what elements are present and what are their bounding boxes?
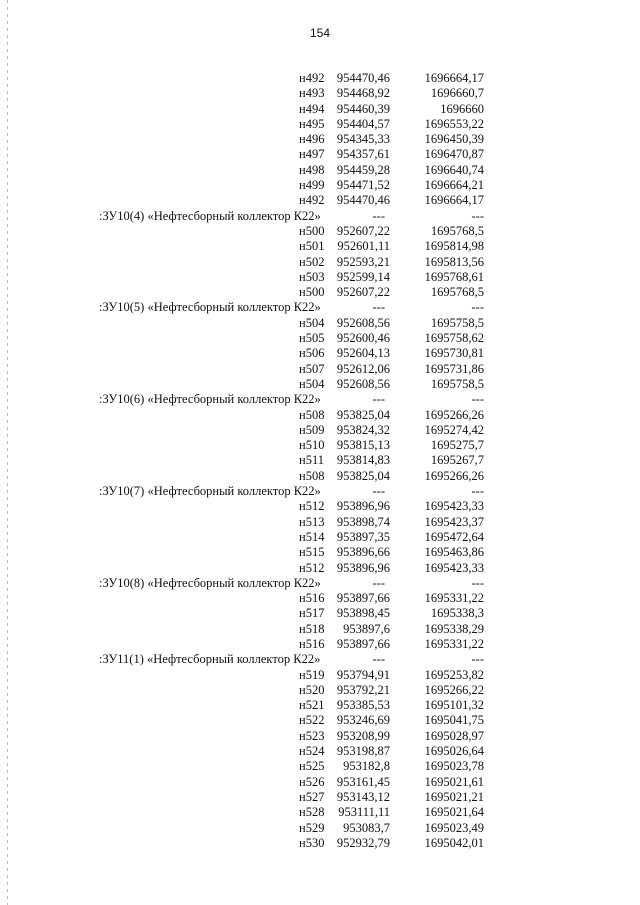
dash-y: --- bbox=[471, 300, 484, 315]
parcel-label: :ЗУ10(4) «Нефтесборный коллектор К22» bbox=[99, 208, 321, 223]
table-row bbox=[96, 270, 496, 285]
coord-x: 953897,6 bbox=[343, 621, 390, 636]
table-row bbox=[96, 362, 496, 377]
point-id: н522 bbox=[299, 713, 325, 728]
dash-y: --- bbox=[471, 652, 484, 667]
point-id: н504 bbox=[299, 376, 325, 391]
point-id: н497 bbox=[299, 147, 325, 162]
point-id: н516 bbox=[299, 636, 325, 651]
coord-x: 954459,28 bbox=[336, 162, 390, 177]
table-row bbox=[96, 469, 496, 484]
coord-y: 1696664,17 bbox=[424, 71, 484, 85]
table-row bbox=[96, 377, 496, 392]
coord-x: 953143,12 bbox=[336, 789, 390, 804]
table-row bbox=[96, 637, 496, 652]
point-id: н492 bbox=[299, 71, 325, 85]
point-id: н518 bbox=[299, 621, 325, 636]
point-id: н520 bbox=[299, 682, 325, 697]
coord-x: 953898,74 bbox=[336, 514, 390, 529]
section-header-row bbox=[96, 652, 496, 667]
table-row bbox=[96, 255, 496, 270]
coord-y: 1696640,74 bbox=[424, 162, 484, 177]
table-row bbox=[96, 530, 496, 545]
table-row bbox=[96, 71, 496, 86]
dash-y: --- bbox=[471, 392, 484, 407]
coord-y: 1695730,81 bbox=[424, 346, 484, 361]
section-header-row bbox=[96, 392, 496, 407]
point-id: н527 bbox=[299, 789, 325, 804]
dash-x: --- bbox=[372, 652, 385, 667]
coord-y: 1695758,5 bbox=[430, 315, 484, 330]
table-row bbox=[96, 163, 496, 178]
coord-y: 1695041,75 bbox=[424, 713, 484, 728]
coord-y: 1695423,33 bbox=[424, 499, 484, 514]
table-row bbox=[96, 713, 496, 728]
table-row bbox=[96, 622, 496, 637]
coord-y: 1696470,87 bbox=[424, 147, 484, 162]
table-row bbox=[96, 729, 496, 744]
parcel-label: :ЗУ10(8) «Нефтесборный коллектор К22» bbox=[99, 575, 321, 590]
table-row bbox=[96, 561, 496, 576]
coord-y: 1695758,5 bbox=[430, 376, 484, 391]
coord-x: 953825,04 bbox=[336, 407, 390, 422]
coord-x: 953208,99 bbox=[336, 728, 390, 743]
table-row bbox=[96, 438, 496, 453]
coord-x: 953896,96 bbox=[336, 560, 390, 575]
table-row bbox=[96, 515, 496, 530]
coord-x: 953111,11 bbox=[338, 805, 390, 820]
coord-y: 1695472,64 bbox=[424, 529, 484, 544]
point-id: н505 bbox=[299, 331, 325, 346]
point-id: н514 bbox=[299, 529, 325, 544]
coord-y: 1695266,26 bbox=[424, 468, 484, 483]
point-id: н500 bbox=[299, 223, 325, 238]
table-row bbox=[96, 117, 496, 132]
coord-x: 953898,45 bbox=[336, 606, 390, 621]
coord-y: 1695768,61 bbox=[424, 269, 484, 284]
point-id: н530 bbox=[299, 835, 325, 850]
table-row bbox=[96, 86, 496, 101]
coord-y: 1696660,7 bbox=[430, 86, 484, 101]
coord-y: 1695768,5 bbox=[430, 285, 484, 300]
coord-y: 1695266,26 bbox=[424, 407, 484, 422]
point-id: н496 bbox=[299, 132, 325, 147]
table-row bbox=[96, 102, 496, 117]
coord-y: 1695026,64 bbox=[424, 744, 484, 759]
point-id: н515 bbox=[299, 545, 325, 560]
table-row bbox=[96, 698, 496, 713]
table-row bbox=[96, 346, 496, 361]
coord-x: 952608,56 bbox=[336, 376, 390, 391]
coord-y: 1695331,22 bbox=[424, 636, 484, 651]
point-id: н529 bbox=[299, 820, 325, 835]
point-id: н493 bbox=[299, 86, 325, 101]
table-row bbox=[96, 668, 496, 683]
coord-x: 952612,06 bbox=[336, 361, 390, 376]
point-id: н507 bbox=[299, 361, 325, 376]
scan-edge-line bbox=[7, 0, 8, 905]
point-id: н504 bbox=[299, 315, 325, 330]
point-id: н492 bbox=[299, 193, 325, 208]
section-header-row bbox=[96, 484, 496, 499]
coord-x: 954357,61 bbox=[336, 147, 390, 162]
parcel-label: :ЗУ10(5) «Нефтесборный коллектор К22» bbox=[99, 300, 321, 315]
coord-x: 953824,32 bbox=[336, 422, 390, 437]
point-id: н508 bbox=[299, 407, 325, 422]
point-id: н508 bbox=[299, 468, 325, 483]
table-row bbox=[96, 821, 496, 836]
table-row bbox=[96, 744, 496, 759]
coord-y: 1695463,86 bbox=[424, 545, 484, 560]
coord-x: 953246,69 bbox=[336, 713, 390, 728]
coord-x: 953794,91 bbox=[336, 667, 390, 682]
section-header-row bbox=[96, 576, 496, 591]
table-row bbox=[96, 453, 496, 468]
coord-y: 1695021,61 bbox=[424, 774, 484, 789]
table-row bbox=[96, 759, 496, 774]
coord-y: 1695021,64 bbox=[424, 805, 484, 820]
coord-y: 1695042,01 bbox=[424, 835, 484, 850]
point-id: н494 bbox=[299, 101, 325, 116]
coord-x: 953896,66 bbox=[336, 545, 390, 560]
coord-y: 1695338,3 bbox=[430, 606, 484, 621]
coord-y: 1695813,56 bbox=[424, 254, 484, 269]
coord-y: 1695338,29 bbox=[424, 621, 484, 636]
dash-y: --- bbox=[471, 484, 484, 499]
coord-x: 954471,52 bbox=[336, 178, 390, 193]
point-id: н502 bbox=[299, 254, 325, 269]
coord-x: 954345,33 bbox=[336, 132, 390, 147]
point-id: н523 bbox=[299, 728, 325, 743]
point-id: н511 bbox=[299, 453, 324, 468]
coord-y: 1695101,32 bbox=[424, 698, 484, 713]
coord-x: 953896,96 bbox=[336, 499, 390, 514]
point-id: н510 bbox=[299, 438, 325, 453]
dash-x: --- bbox=[372, 300, 385, 315]
table-row bbox=[96, 499, 496, 514]
coord-y: 1695814,98 bbox=[424, 239, 484, 254]
dash-x: --- bbox=[372, 208, 385, 223]
table-row bbox=[96, 147, 496, 162]
coord-y: 1695028,97 bbox=[424, 728, 484, 743]
table-row bbox=[96, 285, 496, 300]
coord-y: 1695275,7 bbox=[430, 438, 484, 453]
coord-y: 1695731,86 bbox=[424, 361, 484, 376]
coord-y: 1696664,17 bbox=[424, 193, 484, 208]
coord-x: 953385,53 bbox=[336, 698, 390, 713]
point-id: н516 bbox=[299, 591, 325, 606]
table-row bbox=[96, 316, 496, 331]
section-header-row bbox=[96, 209, 496, 224]
table-row bbox=[96, 805, 496, 820]
coord-x: 954470,46 bbox=[336, 193, 390, 208]
point-id: н526 bbox=[299, 774, 325, 789]
coord-y: 1695266,22 bbox=[424, 682, 484, 697]
dash-x: --- bbox=[372, 392, 385, 407]
point-id: н512 bbox=[299, 560, 325, 575]
coord-x: 953792,21 bbox=[336, 682, 390, 697]
dash-x: --- bbox=[372, 575, 385, 590]
coord-x: 953182,8 bbox=[343, 759, 390, 774]
point-id: н513 bbox=[299, 514, 325, 529]
point-id: н495 bbox=[299, 116, 325, 131]
coord-x: 954468,92 bbox=[336, 86, 390, 101]
parcel-label: :ЗУ10(7) «Нефтесборный коллектор К22» bbox=[99, 484, 321, 499]
point-id: н517 bbox=[299, 606, 325, 621]
coord-y: 1695021,21 bbox=[424, 789, 484, 804]
coord-x: 953814,83 bbox=[336, 453, 390, 468]
coord-x: 953083,7 bbox=[343, 820, 390, 835]
coord-y: 1696553,22 bbox=[424, 116, 484, 131]
coordinates-table bbox=[96, 71, 496, 851]
dash-y: --- bbox=[471, 208, 484, 223]
coord-x: 952607,22 bbox=[336, 223, 390, 238]
coord-x: 952607,22 bbox=[336, 285, 390, 300]
coord-x: 953897,66 bbox=[336, 591, 390, 606]
table-row bbox=[96, 193, 496, 208]
coord-x: 952604,13 bbox=[336, 346, 390, 361]
coord-y: 1696660 bbox=[440, 101, 484, 116]
coord-y: 1695253,82 bbox=[424, 667, 484, 682]
coord-x: 954470,46 bbox=[336, 71, 390, 85]
coord-x: 953815,13 bbox=[336, 438, 390, 453]
coord-x: 952608,56 bbox=[336, 315, 390, 330]
coord-y: 1695331,22 bbox=[424, 591, 484, 606]
point-id: н519 bbox=[299, 667, 325, 682]
table-row bbox=[96, 775, 496, 790]
table-row bbox=[96, 683, 496, 698]
table-row bbox=[96, 423, 496, 438]
table-row bbox=[96, 178, 496, 193]
parcel-label: :ЗУ11(1) «Нефтесборный коллектор К22» bbox=[99, 652, 321, 667]
point-id: н498 bbox=[299, 162, 325, 177]
coord-x: 952600,46 bbox=[336, 331, 390, 346]
coord-x: 952593,21 bbox=[336, 254, 390, 269]
point-id: н524 bbox=[299, 744, 325, 759]
coord-x: 952932,79 bbox=[336, 835, 390, 850]
coord-y: 1695023,78 bbox=[424, 759, 484, 774]
coord-y: 1695023,49 bbox=[424, 820, 484, 835]
coord-y: 1695267,7 bbox=[430, 453, 484, 468]
coord-y: 1695423,37 bbox=[424, 514, 484, 529]
table-row bbox=[96, 132, 496, 147]
coord-x: 954460,39 bbox=[336, 101, 390, 116]
table-row bbox=[96, 836, 496, 851]
section-header-row bbox=[96, 300, 496, 315]
table-row bbox=[96, 790, 496, 805]
coord-y: 1695768,5 bbox=[430, 223, 484, 238]
coord-y: 1695423,33 bbox=[424, 560, 484, 575]
table-row bbox=[96, 591, 496, 606]
point-id: н506 bbox=[299, 346, 325, 361]
point-id: н501 bbox=[299, 239, 325, 254]
coord-x: 952599,14 bbox=[336, 269, 390, 284]
point-id: н528 bbox=[299, 805, 325, 820]
coord-x: 954404,57 bbox=[336, 116, 390, 131]
table-row bbox=[96, 239, 496, 254]
point-id: н525 bbox=[299, 759, 325, 774]
dash-y: --- bbox=[471, 575, 484, 590]
coord-x: 953198,87 bbox=[336, 744, 390, 759]
table-row bbox=[96, 606, 496, 621]
point-id: н521 bbox=[299, 698, 325, 713]
coord-y: 1695274,42 bbox=[424, 422, 484, 437]
point-id: н500 bbox=[299, 285, 325, 300]
page-number: 154 bbox=[309, 26, 331, 40]
table-row bbox=[96, 331, 496, 346]
coord-y: 1695758,62 bbox=[424, 331, 484, 346]
coord-x: 953897,35 bbox=[336, 529, 390, 544]
dash-x: --- bbox=[372, 484, 385, 499]
coord-x: 953825,04 bbox=[336, 468, 390, 483]
point-id: н499 bbox=[299, 178, 325, 193]
table-row bbox=[96, 545, 496, 560]
coord-x: 953161,45 bbox=[336, 774, 390, 789]
coord-y: 1696664,21 bbox=[424, 178, 484, 193]
coord-x: 952601,11 bbox=[337, 239, 390, 254]
table-row bbox=[96, 224, 496, 239]
point-id: н503 bbox=[299, 269, 325, 284]
table-row bbox=[96, 408, 496, 423]
parcel-label: :ЗУ10(6) «Нефтесборный коллектор К22» bbox=[99, 392, 321, 407]
point-id: н512 bbox=[299, 499, 325, 514]
coord-y: 1696450,39 bbox=[424, 132, 484, 147]
coord-x: 953897,66 bbox=[336, 636, 390, 651]
point-id: н509 bbox=[299, 422, 325, 437]
